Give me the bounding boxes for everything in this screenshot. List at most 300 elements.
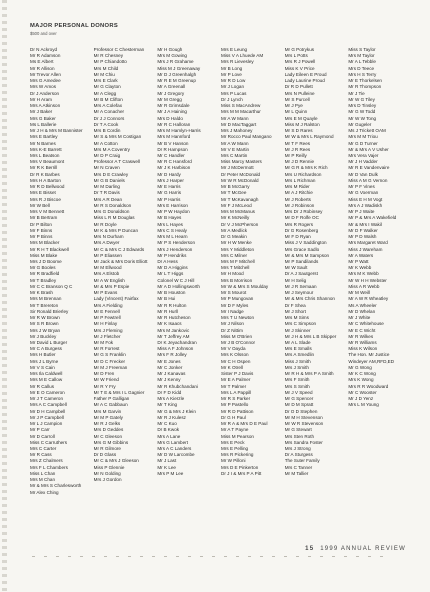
donor-name: Mr J White — [348, 315, 371, 321]
donor-name: Dr R D Pullett — [284, 84, 313, 90]
donor-name: Lady (Vincent) Fairfax — [93, 296, 139, 302]
donor-name: Mrs Sten Roth — [284, 433, 315, 439]
donor-name: Mrs A Smedlin — [284, 352, 315, 358]
donor-name: Mr A Cotton — [93, 140, 118, 146]
donor-name: Mr J Kanavas — [157, 371, 186, 377]
donor-name: Mr D J Greenhalgh — [157, 71, 197, 77]
donor-name: Mrs J Harper — [157, 177, 184, 183]
donor-name: Miss K V Price — [284, 65, 315, 71]
donor-name: Mrs S Smith — [284, 383, 310, 389]
donor-name: Dr A Hess — [157, 258, 178, 264]
donor-name: Mr A Medlick — [221, 227, 248, 233]
donor-name: Mr A Conacher — [93, 109, 125, 115]
donor-name: Mr G Harris — [157, 190, 182, 196]
donor-name: Mr K Webb — [348, 265, 372, 271]
donor-name: Mr P Binns — [30, 234, 53, 240]
donor-name: Mrs J R Grahame — [157, 59, 194, 65]
donor-name: Mr A Waters — [348, 252, 374, 258]
donor-name: Dr T R Davis — [93, 190, 120, 196]
donor-name: Professor A T Craswell — [93, 159, 140, 165]
donor-name: Mr N Barnes — [30, 140, 56, 146]
perforation-dot — [44, 556, 47, 558]
donor-name: Mr R Gilmore — [93, 446, 121, 451]
donor-name: Mrs L Hayes — [157, 221, 183, 227]
donor-name: Mr P Evans — [93, 290, 118, 296]
page-title: MAJOR PERSONAL DONORS — [30, 23, 119, 29]
donor-name: Dr A Sturgess — [284, 452, 313, 458]
donor-name: Mr R R Hulton — [157, 302, 187, 308]
donor-name: Dr J Lynch — [221, 96, 243, 102]
donor-name: Mrs A R Dean — [93, 196, 123, 202]
donor-name: Mr J H & Mrs M Bannister — [30, 128, 83, 134]
donor-name: Mr H Mood — [221, 271, 244, 277]
donor-name: Mrs M Hamlyn-Harris — [157, 128, 201, 134]
perforation-dot — [152, 556, 155, 558]
donor-name: Miss J Smith — [284, 358, 311, 364]
donor-name: Mr J Baker — [30, 109, 53, 115]
donor-name: Mr R C Hansford — [157, 159, 192, 165]
donor-name: Mrs G Amedee — [30, 78, 61, 84]
donor-name: Mr R Adamson — [30, 53, 61, 59]
donor-name: Mr J Nilson — [221, 321, 244, 327]
donor-name: Mr & Mrs S Charlesworth — [30, 483, 82, 489]
donor-name: Miss L Chan — [30, 470, 56, 476]
donor-name: Mrs M Chan — [30, 477, 56, 483]
donor-name: Mrs Margaret Ward — [348, 240, 388, 246]
donor-name: Mrs E Peck — [221, 439, 245, 445]
donor-name: Mr J H Vadder — [348, 159, 378, 165]
donor-name: Mrs J L Byrne — [30, 358, 59, 364]
donor-name: Mr R D Pattison — [221, 408, 254, 414]
perforation-dot — [296, 556, 299, 558]
donor-name: Mr G D Turner — [348, 140, 378, 146]
donor-name: Mr & Mrs M Sampson — [284, 252, 330, 258]
donor-name: Mr A Clegg — [93, 90, 117, 96]
donor-column-3 — [157, 47, 219, 496]
donor-name: Mrs C Martin — [221, 152, 248, 158]
donor-name: Dr F D Kidd — [157, 389, 182, 395]
perforation-dot — [188, 556, 191, 558]
donor-name: Mr D M Spratt — [284, 402, 314, 408]
donor-name: Mrs J Gordon — [93, 477, 122, 483]
donor-name: Mr E Thorkelsen — [348, 78, 382, 84]
donor-name: Mr C & Mrs J Gleeson — [93, 458, 139, 464]
donor-name: Mr A W Mann — [221, 115, 249, 121]
donor-name: Mr T McKavanagh — [221, 196, 259, 202]
perforation-dot — [380, 556, 383, 558]
donor-name: Mr P Watt — [348, 258, 369, 264]
donor-name: Mr G R & Mrs K Rich — [284, 165, 328, 171]
donor-name: Mrs M Jankovic — [157, 327, 190, 333]
donor-name: Dr B Kwok — [157, 427, 180, 433]
donor-name: Mrs L Potts — [284, 53, 308, 59]
donor-name: Mrs E Leung — [221, 47, 248, 52]
donor-name: Mrs M A Coventry — [93, 146, 130, 152]
donor-name: Mrs A Fielding — [93, 302, 123, 308]
donor-name: Mr P W Haydon — [157, 209, 190, 215]
perforation-dot — [320, 556, 323, 558]
donor-name: Mr A J Ritchie — [284, 190, 313, 196]
donor-name: Dr G H Paul — [221, 414, 246, 420]
donor-name: Sister P J Davis — [221, 371, 254, 377]
donor-name: Mr R W Brown — [30, 315, 60, 321]
donor-name: Miss J V Saddington — [284, 240, 327, 246]
perforation-dot — [80, 556, 83, 558]
donor-name: Mrs A Dwyer — [93, 240, 120, 246]
perforation-dot — [236, 556, 239, 558]
donor-name: Mrs D E Pinkerton — [221, 464, 259, 470]
donor-name: Mr K Lee — [157, 464, 176, 470]
donor-name: Mr D Whelan — [348, 308, 376, 314]
perforation-dot — [272, 556, 275, 558]
donor-name: Mr J Robinson — [284, 202, 315, 208]
donor-name: Mr M Ellwood — [93, 265, 122, 271]
donor-name: Mr R Thompson — [348, 84, 382, 90]
donor-name: Mr R A & Mrs D E Paul — [221, 421, 268, 427]
donor-name: Mrs P M Lee — [157, 470, 184, 476]
donor-name: Mr D F Walker — [348, 227, 378, 233]
donor-name: Mrs A C Campbell — [30, 402, 67, 408]
donor-name: Mrs A Kierzle — [157, 396, 185, 402]
donor-name: Mr G Stewart — [284, 427, 312, 433]
donor-name: Mrs V Beaumont — [30, 159, 65, 165]
donor-name: Mrs M McManus — [221, 209, 255, 215]
donor-name: Sir Ronald Brierley — [30, 308, 69, 314]
donor-name: Mrs Dr J Robinsey — [284, 209, 323, 215]
donor-name: Mr S R Brown — [30, 321, 59, 327]
perforation-dot — [128, 556, 131, 558]
donor-name: Mr R Chesney — [93, 53, 124, 59]
donor-name: Mr J Logan — [221, 84, 244, 90]
donor-name: Mr T Brereton — [30, 302, 59, 308]
donor-name: Mrs F L Chambers — [30, 464, 68, 470]
donor-name: Mr A C Gabbaun — [93, 402, 128, 408]
perforation-dot — [32, 556, 35, 558]
donor-name: Mr R Callus — [30, 383, 54, 389]
donor-name: Mr J Kenny — [157, 377, 181, 383]
donor-name: Mr D MacTaggart — [221, 121, 257, 127]
donor-name: Mr S Purcell — [284, 96, 310, 102]
donor-name: Mrs C Tanner — [284, 464, 313, 470]
donor-name: Mr T King — [157, 402, 178, 408]
donor-name: Mr S Mourot — [221, 290, 247, 296]
donor-name: Mrs J Henderson — [157, 246, 193, 252]
donor-name: Mrs M Child — [93, 65, 119, 71]
donor-name: Mr V S Cain — [30, 364, 55, 370]
donor-name: The Suter Family — [284, 458, 320, 464]
donor-name: Mr M Gregg — [157, 96, 182, 102]
perforation-dot — [308, 556, 311, 558]
donor-name: Mr M P Gately — [93, 414, 123, 420]
donor-name: Ms A Wheeler — [348, 302, 377, 308]
donor-name: Dr J Anderson — [30, 90, 60, 96]
donor-name: Dr P Bilton — [30, 221, 52, 227]
donor-name: Mr F J McLeod — [221, 202, 252, 208]
donor-name: Mrs L Beatson — [30, 152, 60, 158]
donor-name: Mr T E & Mrs I L Gagnier — [93, 389, 145, 395]
donor-name: Mr B V Hanson — [157, 140, 189, 146]
donor-name: Mr R Y Fry — [93, 383, 116, 389]
donor-name: Mr M Tallier — [284, 470, 309, 476]
donor-name: Mr J McDermott — [221, 165, 254, 171]
donor-name: Mr M Fok — [93, 340, 114, 346]
donor-name: Mr W Friend — [93, 377, 119, 383]
donor-name: Mrs D Tinsley — [348, 103, 377, 109]
donor-name: Mrs L A Pappill — [221, 389, 252, 395]
donor-name: Dr R Hampson — [157, 146, 188, 152]
donor-name: Mrs C Simpson — [284, 321, 317, 327]
donor-name: Mr J Fletcher — [93, 333, 121, 339]
donor-name: Ms J Trickett OAM — [348, 128, 386, 134]
donor-name: Mrs E Bisset — [30, 190, 56, 196]
donor-name: Mrs W Amos — [30, 84, 57, 90]
donor-name: Mr & Mrs P Espie — [93, 283, 130, 289]
donor-name: Mr G S Franklin — [93, 352, 126, 358]
donor-name: Mrs E Bartley — [30, 134, 58, 140]
donor-name: Dr K Jeyachandran — [157, 340, 197, 346]
donor-column-2 — [94, 47, 156, 496]
footer-title: 1999 ANNUAL REVIEW — [320, 546, 406, 552]
donor-name: Mr R Allison — [30, 65, 55, 71]
donor-name: Mrs M Gowing — [157, 53, 187, 59]
donor-name: Ms L Ballerie — [30, 121, 57, 127]
donor-name: Mr J R Semaan — [284, 283, 317, 289]
donor-name: Mr P J Waite — [348, 209, 375, 215]
donor-name: Mr H W Menke — [221, 240, 252, 246]
donor-name: Mrs M L Hearn — [157, 234, 188, 240]
donor-name: Mrs D Teece — [348, 65, 375, 71]
donor-name: Mrs E Pelling — [221, 446, 249, 451]
donor-name: Mr B M Clifton — [93, 96, 123, 102]
donor-name: Ms E Albert — [30, 59, 54, 65]
donor-name: Mr B Houston — [157, 290, 186, 296]
donor-name: Mr E Jones — [157, 358, 181, 364]
donor-name: Mrs R J Powell — [284, 59, 316, 65]
donor-name: Dr F Shea — [284, 302, 306, 308]
donor-name: Miss M J Greenaway — [157, 65, 201, 71]
perforation-dot — [332, 556, 335, 558]
donor-name: Mrs D Geddes — [93, 427, 124, 433]
donor-name: Mrs A Colefax — [93, 103, 123, 109]
donor-name: Mr W W Tong — [348, 115, 377, 121]
donor-name: Mr Alex Ching — [30, 489, 59, 495]
donor-name: Mr H Aram — [30, 96, 52, 102]
donor-column-5 — [285, 47, 347, 496]
binding-holes — [2, 0, 7, 592]
donor-name: Mrs D Haldo — [157, 115, 183, 121]
donor-name: Miss P Glennie — [93, 464, 125, 470]
donor-name: Mr J D Rennie — [284, 159, 315, 165]
donor-name: Mr C Handler — [157, 152, 185, 158]
donor-name: Miss M O'Brien — [221, 333, 253, 339]
donor-name: Mrs E Smalls — [284, 346, 312, 352]
donor-name: Mr R Williams — [348, 340, 377, 346]
donor-name: Mr D F Rolfe OC — [284, 215, 319, 221]
donor-name: Dr Z Nittim — [221, 327, 243, 333]
donor-name: Mr W R Stevenson — [284, 421, 324, 427]
perforation-dot — [248, 556, 251, 558]
donor-name: Mr T F Rees — [284, 140, 311, 146]
donor-name: Mr D Van Dulk — [348, 171, 378, 177]
donor-name: Mrs Y Middleton — [221, 246, 255, 252]
donor-name: Miss J Wareham — [348, 246, 383, 252]
donor-name: Mr A L Tebble — [348, 59, 376, 65]
donor-name: Mr C A Burgess — [30, 346, 62, 352]
donor-name: Mr J Short — [284, 308, 306, 314]
donor-name: Mr M J Freeman — [93, 364, 128, 370]
donor-name: Miss K Wilson — [348, 346, 378, 352]
donor-name: Mr P Mungovan — [221, 296, 254, 302]
donor-name: Mr R J Gelks — [93, 421, 121, 427]
donor-name: Mr J K Harbison — [157, 165, 191, 171]
donor-name: Miss Marcy Masters — [221, 159, 262, 165]
donor-name: Dr T A Cook — [93, 121, 119, 127]
donor-name: Mr R Grimsdale — [157, 103, 190, 109]
donor-name: Miss E H M Vogt — [348, 196, 383, 202]
donor-name: Mr L T Higgs — [157, 271, 184, 277]
donor-name: Mr D A Higgins — [157, 265, 188, 271]
donor-name: Mr J R Rees — [284, 146, 311, 152]
donor-name: Miss L R M Douglas — [93, 215, 135, 221]
donor-name: Mrs H S Terry — [348, 71, 377, 77]
donor-name: Mrs G M Gibbins — [93, 439, 129, 445]
donor-name: Mr P Sandilands — [284, 258, 319, 264]
donor-name: Dr V J McPherson — [221, 221, 259, 227]
donor-name: Dr N Ackroyd — [30, 47, 58, 52]
donor-name: Mr L Quinn — [284, 109, 308, 115]
donor-name: Mrs R J Biscoe — [30, 196, 61, 202]
donor-name: Mrs B Morrison — [221, 277, 253, 283]
donor-name: Mr P S Henderson — [157, 240, 196, 246]
donor-name: Mr P Eliassen — [93, 252, 122, 258]
donor-name: Mr W R McDonald — [221, 177, 259, 183]
donor-name: Mr J Roberts — [284, 196, 311, 202]
donor-name: Mr R C Halloran — [157, 121, 191, 127]
donor-name: Mrs J Mahoney — [221, 128, 253, 134]
donor-name: Mrs B Cordin — [93, 128, 121, 134]
donor-name: Mr C Kuo — [157, 421, 177, 427]
donor-name: Mr E O Cameron — [30, 389, 65, 395]
donor-name: Mrs H A Barton — [30, 177, 61, 183]
donor-name: Miss M J Ralston — [284, 121, 320, 127]
donor-name: Mr W Pilloni — [221, 458, 246, 464]
donor-name: Mr R H T Blackwell — [30, 246, 69, 252]
donor-name: Mr M H Stevenson — [284, 414, 323, 420]
donor-name: Dr R K Barbes — [30, 171, 60, 177]
donor-name: Mr R Bradfield — [30, 271, 60, 277]
donor-name: Mr K Brash — [30, 290, 53, 296]
perforation-dot — [176, 556, 179, 558]
donor-name: Mr G Spencer — [284, 396, 314, 402]
donor-name: Dr J I & Mrs P A Pitt — [221, 470, 262, 476]
donor-name: Mrs Sandra Foster — [284, 439, 323, 445]
donor-name: Mr F Binns — [30, 227, 53, 233]
donor-name: Mr R Hutcheson — [157, 315, 191, 321]
donor-name: Mrs M Blacker — [30, 240, 60, 246]
donor-name: Miss A R Webb — [348, 283, 380, 289]
donor-name: Mr R K Berrill — [30, 165, 58, 171]
donor-name: Mr W Bell — [30, 202, 50, 208]
donor-name: Mr P Carr — [30, 427, 50, 433]
donor-name: Mr C H Ospen — [221, 358, 251, 364]
donor-name: Mr G Potrykus — [284, 47, 315, 52]
donor-name: Mr J A Haining — [157, 109, 187, 115]
perforation-dot — [116, 556, 119, 558]
donor-name: Mr Jack & Mrs Doris Elliott — [93, 258, 148, 264]
donor-name: Mr P Chiandotto — [93, 59, 127, 65]
donor-name: Dr J J Connors — [93, 115, 125, 121]
donor-name: Mr E C Wicht — [348, 327, 376, 333]
donor-name: Mrs G Lambert — [157, 439, 188, 445]
donor-name: Colonel W C J Hill — [157, 277, 195, 283]
donor-name: Mr R Wilkes — [348, 333, 374, 339]
donor-name: Mr Gugeler — [348, 121, 372, 127]
donor-name: Mr D H Campbell — [30, 408, 66, 414]
donor-name: Mr M Chiu — [93, 71, 115, 77]
donor-name: Mr E Harris — [157, 184, 181, 190]
donor-name: Father P Galligan — [93, 396, 130, 402]
donor-name: Mr C Whitehouse — [348, 321, 384, 327]
donor-name: Mr I Nadge — [221, 308, 244, 314]
donor-name: Mrs K Olsson — [221, 352, 249, 358]
donor-name: Mr G Clayton — [93, 84, 121, 90]
donor-name: Mrs T U Newton — [221, 315, 255, 321]
donor-name: Mr W & Mrs S Moulday — [221, 283, 269, 289]
donor-name: Mr R H & Mrs P A Smith — [284, 371, 334, 377]
donor-name: Mr K Isaacs — [157, 321, 182, 327]
donor-name: Mr D Hardy — [157, 171, 181, 177]
donor-name: Mr P Harris — [157, 196, 181, 202]
donor-name: Mr R D Low — [221, 78, 246, 84]
donor-name: Mrs A C Landers — [157, 446, 192, 451]
donor-name: Mrs Ila Caldwell — [30, 371, 63, 377]
donor-name: Mr S D Rares — [284, 128, 313, 134]
donor-name: Mrs A J Wadiskh — [348, 202, 383, 208]
donor-name: Mrs A Atkinson — [30, 103, 61, 109]
perforation-dot — [104, 556, 107, 558]
donor-name: Mr D C Frecker — [93, 358, 126, 364]
donor-name: Mr J Tie — [348, 90, 365, 96]
footer — [305, 546, 406, 552]
donor-name: Mr C Wooster — [348, 389, 377, 395]
donor-name: Mr K McNeilly — [221, 215, 250, 221]
donor-name: Lady Eileen E Proud — [284, 71, 327, 77]
donor-columns — [30, 47, 410, 496]
perforation-dot — [200, 556, 203, 558]
donor-name: Mr R S Parker — [221, 396, 251, 402]
donor-name: Mrs E Clark — [93, 78, 118, 84]
donor-name: Mrs M Sims — [284, 315, 309, 321]
donor-name: Lady Laurine Proud — [284, 78, 325, 84]
donor-name: Mr D Fren — [93, 371, 115, 377]
perforation-dot — [344, 556, 347, 558]
donor-name: Mr V E Martin — [221, 146, 250, 152]
donor-name: Miss V A Lhuede AM — [221, 53, 264, 59]
donor-name: Mr P Reilly — [284, 152, 307, 158]
donor-name: Mr L J Campion — [30, 421, 63, 427]
donor-name: Mr A W Mann — [221, 140, 249, 146]
donor-name: Miss S Taylor — [348, 47, 376, 52]
donor-name: Mr D F Myles — [221, 302, 249, 308]
donor-name: Mr R J Kulesz — [157, 414, 186, 420]
donor-name: Mr P Hendriks — [157, 252, 187, 258]
donor-name: Mr S & Mrs M Costigan — [93, 134, 142, 140]
donor-name: Mrs Vera Vajer — [348, 152, 379, 158]
donor-name: Mrs M K Webb — [348, 271, 379, 277]
donor-name: Mr P F Vines — [348, 184, 375, 190]
donor-name: Mr E Fennell — [93, 308, 120, 314]
donor-name: Mrs M Hannford — [157, 134, 191, 140]
